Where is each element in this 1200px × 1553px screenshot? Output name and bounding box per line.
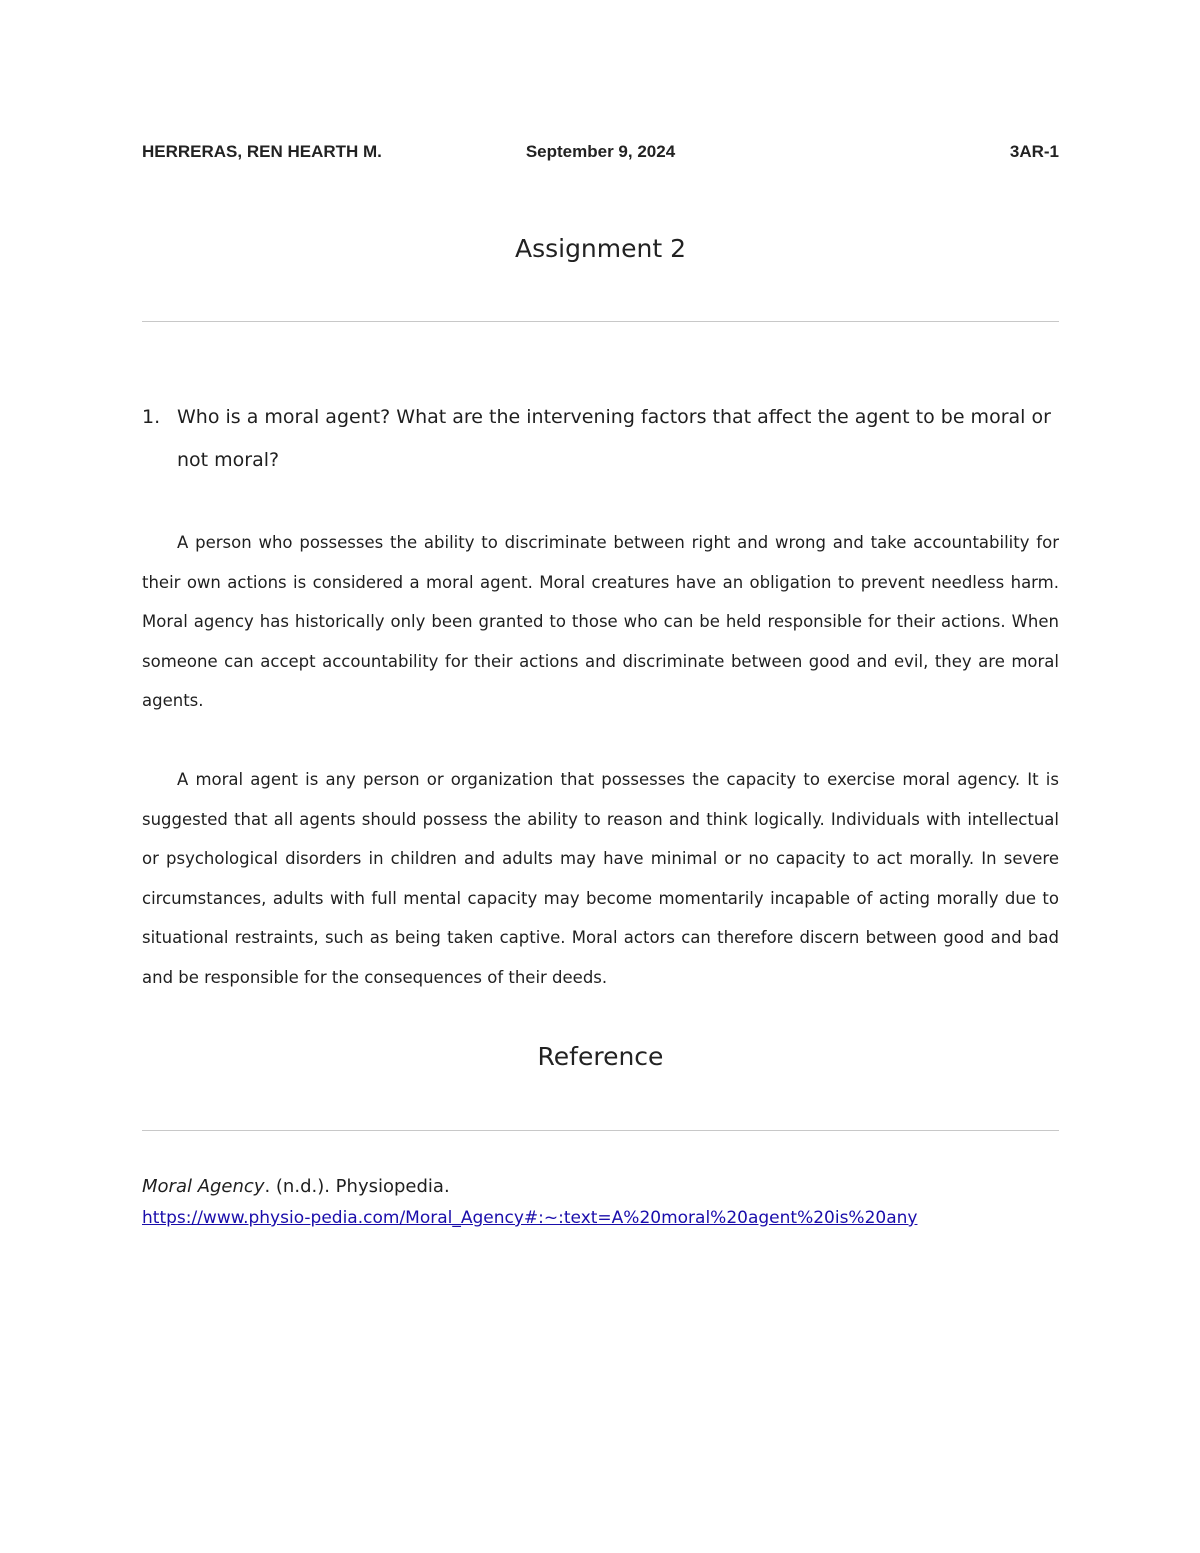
page-title: Assignment 2 [514,234,687,263]
reference-link[interactable]: https://www.physio-pedia.com/Moral_Agency#:~:text=A%20moral%20agent%20is%20any [142,1208,918,1228]
reference-citation [142,1167,1059,1207]
answer-paragraph-2: A moral agent is any person or organization that possesses the capacity to exercise moral agency. It is suggested that all agents should possess the ability to reason and think logically. Individuals with intellectual or psychological disorders in children and adults may have minimal or no capacity to act morally. In severe circumstances, adults with full mental capacity may become momentarily incapable of acting morally due to situational restraints, such as being taken captive. Moral actors can therefore discern between good and bad and be responsible for the consequences of their deeds. [142,770,1059,987]
citation-title: Moral Agency [142,1176,265,1197]
document-header [142,142,1059,166]
question-number: 1. [142,406,161,428]
class-section: 3AR-1 [1009,142,1059,161]
question-item [142,396,1059,482]
student-name: HERRERAS, REN HEARTH M. [142,142,382,161]
reference-heading: Reference [537,1042,664,1071]
submission-date: September 9, 2024 [525,142,676,161]
reference-divider [142,1130,1059,1131]
citation-details: . (n.d.). Physiopedia. [264,1176,450,1197]
answer-paragraph-1: A person who possesses the ability to discriminate between right and wrong and take accountability for their own actions is considered a moral agent. Moral creatures have an obligation to prevent needless harm. Moral agency has historically only been granted to those who can be held responsible for their actions. When someone can accept accountability for their actions and discriminate between good and evil, they are moral agents. [142,533,1059,710]
question-text: Who is a moral agent? What are the intervening factors that affect the agent to be moral or not moral? [177,406,1051,471]
title-divider [142,321,1059,322]
